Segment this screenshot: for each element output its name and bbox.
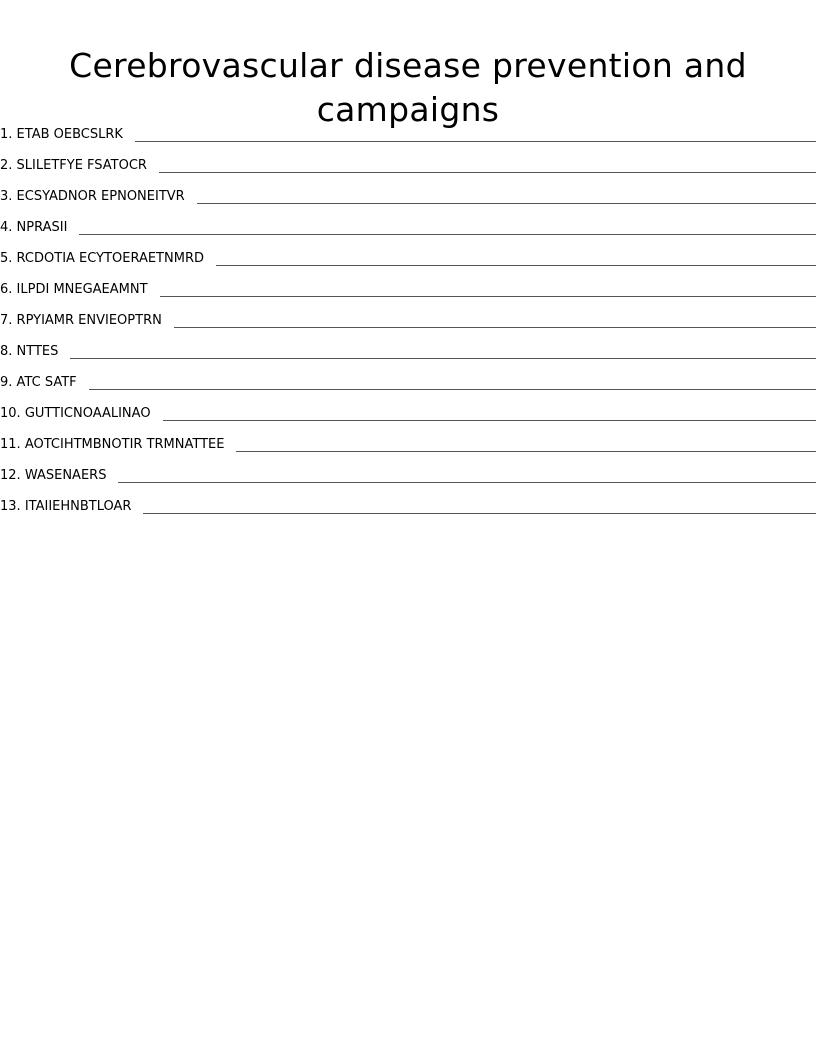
item-scramble: NTTES — [16, 344, 59, 359]
item-scramble: ETAB OEBCSLRK — [16, 127, 123, 142]
item-number: 12. — [0, 468, 21, 483]
item-label — [0, 220, 79, 236]
item-label — [0, 499, 143, 515]
answer-line[interactable] — [143, 513, 816, 514]
item-number: 6. — [0, 282, 13, 297]
item-label — [0, 344, 70, 360]
list-item — [0, 143, 816, 174]
item-label — [0, 468, 118, 484]
answer-line[interactable] — [135, 141, 816, 142]
item-scramble: ECSYADNOR EPNONEITVR — [16, 189, 185, 204]
item-number: 1. — [0, 127, 13, 142]
answer-line[interactable] — [159, 172, 816, 173]
item-scramble: ITAIIEHNBTLOAR — [24, 499, 132, 514]
list-item — [0, 453, 816, 484]
item-scramble: NPRASII — [16, 220, 68, 235]
answer-line[interactable] — [70, 358, 816, 359]
item-scramble: RCDOTIA ECYTOERAETNMRD — [16, 251, 204, 266]
list-item — [0, 484, 816, 515]
item-label — [0, 313, 174, 329]
answer-line[interactable] — [79, 234, 816, 235]
list-item — [0, 174, 816, 205]
answer-line[interactable] — [118, 482, 816, 483]
answer-line[interactable] — [197, 203, 816, 204]
page-title: Cerebrovascular disease prevention and campaigns — [69, 46, 747, 129]
item-number: 4. — [0, 220, 13, 235]
item-number: 13. — [0, 499, 21, 514]
item-number: 9. — [0, 375, 13, 390]
item-scramble: GUTTICNOAALINAO — [24, 406, 151, 421]
item-label — [0, 282, 160, 298]
answer-line[interactable] — [163, 420, 816, 421]
list-item — [0, 391, 816, 422]
list-item — [0, 112, 816, 143]
item-number: 7. — [0, 313, 13, 328]
item-number: 10. — [0, 406, 21, 421]
answer-line[interactable] — [174, 327, 816, 328]
answer-line[interactable] — [160, 296, 816, 297]
item-label — [0, 406, 163, 422]
list-item — [0, 267, 816, 298]
item-number: 3. — [0, 189, 13, 204]
answer-line[interactable] — [89, 389, 816, 390]
item-label — [0, 437, 236, 453]
answer-line[interactable] — [216, 265, 816, 266]
list-item — [0, 236, 816, 267]
list-item — [0, 329, 816, 360]
item-scramble: ATC SATF — [16, 375, 77, 390]
item-label — [0, 375, 89, 391]
item-label — [0, 189, 197, 205]
answer-line[interactable] — [236, 451, 816, 452]
item-label — [0, 158, 159, 174]
list-item — [0, 422, 816, 453]
item-number: 8. — [0, 344, 13, 359]
list-item — [0, 298, 816, 329]
item-scramble: AOTCIHTMBNOTIR TRMNATTEE — [24, 437, 225, 452]
item-scramble: WASENAERS — [24, 468, 107, 483]
item-scramble: SLILETFYE FSATOCR — [16, 158, 147, 173]
item-number: 11. — [0, 437, 21, 452]
item-number: 5. — [0, 251, 13, 266]
item-label — [0, 251, 216, 267]
item-label — [0, 127, 135, 143]
item-number: 2. — [0, 158, 13, 173]
list-item — [0, 360, 816, 391]
word-scramble-list — [0, 112, 816, 515]
item-scramble: RPYIAMR ENVIEOPTRN — [16, 313, 162, 328]
item-scramble: ILPDI MNEGAEAMNT — [16, 282, 148, 297]
list-item — [0, 205, 816, 236]
